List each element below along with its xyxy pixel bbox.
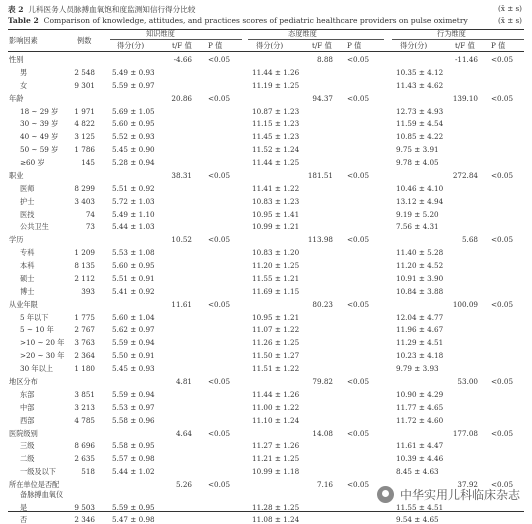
row-sub-label: 医技 [20, 209, 35, 219]
row-score: 5.60 ± 1.04 [112, 312, 155, 322]
row-stat-value: 20.86 [171, 93, 192, 103]
row-category-label: 性别 [9, 55, 24, 64]
row-score: 5.44 ± 1.02 [112, 467, 155, 477]
row-score: 5.57 ± 0.98 [112, 454, 155, 464]
header-p-1: P 值 [208, 41, 223, 50]
row-sub-label: 博士 [20, 286, 35, 296]
row-count: 3 213 [74, 402, 95, 412]
row-stat-value: 79.82 [312, 377, 333, 386]
row-stat-value: 4.81 [175, 377, 192, 386]
row-p-value: <0.05 [208, 93, 231, 103]
header-stat-1: t/F 值 [172, 41, 192, 50]
row-p-value: <0.05 [491, 299, 514, 309]
row-score: 9.75 ± 3.91 [396, 145, 439, 155]
row-stat-value: 10.52 [171, 235, 192, 245]
row-score: 5.45 ± 0.90 [112, 145, 155, 155]
row-stat-value: 181.51 [307, 170, 333, 180]
watermark [377, 486, 520, 503]
row-count: 2 635 [74, 454, 95, 464]
caption-cn [8, 4, 195, 15]
row-stat-value: 100.09 [452, 299, 478, 309]
row-sub-label: 是 [20, 502, 28, 512]
row-count: 8 299 [74, 183, 95, 193]
row-p-value: <0.05 [208, 55, 231, 64]
row-score: 11.45 ± 1.23 [252, 132, 300, 142]
row-score: 10.23 ± 4.18 [396, 351, 444, 361]
row-score: 10.95 ± 1.41 [252, 209, 300, 219]
row-p-value: <0.05 [208, 377, 231, 386]
row-count: 1 971 [74, 106, 95, 116]
row-stat-value: -11.46 [454, 55, 478, 64]
row-count: 3 125 [74, 132, 95, 142]
row-sub-label: 5 年以下 [20, 312, 49, 322]
row-score: 11.72 ± 4.60 [396, 415, 444, 425]
row-p-value: <0.05 [491, 55, 514, 64]
row-category-label: 所在单位是否配 [9, 480, 60, 490]
header-stat-2: t/F 值 [312, 41, 332, 50]
row-score: 10.99 ± 1.21 [252, 222, 300, 232]
row-category-label: 备脉搏血氧仪 [20, 490, 64, 500]
row-score: 10.95 ± 1.21 [252, 312, 300, 322]
row-score: 11.20 ± 4.52 [396, 261, 444, 271]
row-score: 10.84 ± 3.88 [396, 286, 444, 296]
table-title-en: Comparison of knowledge, attitudes, and practices scores of pediatric healthcare providers on pulse oximetry [43, 16, 468, 25]
row-p-value: <0.05 [208, 299, 231, 309]
row-count: 518 [81, 467, 95, 477]
row-score: 5.50 ± 0.91 [112, 351, 155, 361]
header-count: 例数 [77, 36, 92, 45]
row-count: 74 [85, 209, 95, 219]
row-stat-value: 14.08 [312, 428, 333, 438]
group-rule-knowledge [110, 39, 242, 40]
row-count: 2 767 [74, 325, 95, 335]
row-score: 10.39 ± 4.46 [396, 454, 444, 464]
row-score: 10.46 ± 4.10 [396, 183, 444, 193]
header-stat-3: t/F 值 [455, 41, 475, 50]
row-score: 10.85 ± 4.22 [396, 132, 444, 142]
row-p-value: <0.05 [491, 377, 514, 386]
header-p-2: P 值 [347, 41, 362, 50]
row-count: 9 301 [74, 80, 95, 90]
header-score-3: 得分(分) [400, 41, 428, 50]
row-score: 8.45 ± 4.63 [396, 467, 439, 477]
header-factor: 影响因素 [9, 36, 38, 45]
row-stat-value: 38.31 [171, 170, 192, 180]
row-p-value: <0.05 [491, 93, 514, 103]
row-score: 10.90 ± 4.29 [396, 389, 444, 399]
row-score: 11.40 ± 5.28 [396, 248, 444, 258]
row-score: 11.41 ± 1.22 [252, 183, 300, 193]
row-score: 5.60 ± 0.95 [112, 261, 155, 271]
row-stat-value: 272.84 [452, 170, 478, 180]
row-stat-value: 113.98 [307, 235, 333, 245]
row-score: 5.59 ± 0.94 [112, 338, 155, 348]
row-sub-label: 40 ~ 49 岁 [20, 132, 59, 142]
row-sub-label: 50 ~ 59 岁 [20, 145, 59, 155]
row-score: 5.58 ± 0.96 [112, 415, 155, 425]
row-score: 11.61 ± 4.47 [396, 441, 444, 451]
row-score: 9.79 ± 3.93 [396, 364, 439, 374]
row-category-label: 医院级别 [9, 428, 38, 438]
row-stat-value: 177.08 [452, 428, 478, 438]
table-title-cn: 儿科医务人员脉搏血氧饱和度监测知信行得分比较 [28, 5, 196, 14]
header-p-3: P 值 [491, 41, 506, 50]
row-score: 11.55 ± 1.21 [252, 273, 300, 283]
row-score: 5.62 ± 0.97 [112, 325, 155, 335]
row-count: 8 696 [74, 441, 95, 451]
row-p-value: <0.05 [347, 377, 370, 386]
row-count: 145 [81, 158, 95, 168]
row-sub-label: 西部 [20, 415, 35, 425]
row-p-value: <0.05 [347, 55, 370, 64]
row-score: 5.49 ± 1.10 [112, 209, 155, 219]
table-label-en: Table 2 [8, 16, 39, 25]
row-p-value: <0.05 [491, 428, 514, 438]
header-score-2: 得分(分) [256, 41, 284, 50]
row-score: 11.51 ± 1.22 [252, 364, 300, 374]
row-p-value: <0.05 [491, 235, 514, 245]
row-stat-value: 37.92 [457, 480, 478, 490]
row-score: 5.45 ± 0.93 [112, 364, 155, 374]
row-count: 1 775 [74, 312, 95, 322]
row-score: 5.44 ± 1.03 [112, 222, 155, 232]
row-sub-label: 男 [20, 67, 28, 77]
row-score: 11.19 ± 1.25 [252, 80, 300, 90]
row-count: 2 364 [74, 351, 95, 361]
row-score: 10.83 ± 1.20 [252, 248, 300, 258]
row-score: 10.35 ± 4.12 [396, 67, 444, 77]
row-score: 5.72 ± 1.03 [112, 196, 155, 206]
row-count: 3 763 [74, 338, 95, 348]
row-sub-label: 硕士 [20, 273, 35, 283]
row-count: 8 135 [74, 261, 95, 271]
row-p-value: <0.05 [208, 428, 231, 438]
row-score: 11.52 ± 1.24 [252, 145, 300, 155]
row-score: 5.41 ± 0.92 [112, 286, 155, 296]
row-sub-label: 专科 [20, 248, 35, 258]
row-score: 10.99 ± 1.18 [252, 467, 300, 477]
header-practice: 行为维度 [437, 29, 466, 38]
row-score: 5.59 ± 0.97 [112, 80, 155, 90]
row-sub-label: 公共卫生 [20, 222, 49, 232]
row-score: 11.21 ± 1.25 [252, 454, 300, 464]
row-sub-label: 护士 [20, 196, 35, 206]
row-score: 10.83 ± 1.23 [252, 196, 300, 206]
row-sub-label: 否 [20, 515, 28, 524]
row-score: 11.44 ± 1.26 [252, 67, 300, 77]
row-score: 10.87 ± 1.23 [252, 106, 300, 116]
row-score: 11.55 ± 4.51 [396, 502, 444, 512]
row-p-value: <0.05 [208, 170, 231, 180]
header-score-1: 得分(分) [117, 41, 145, 50]
row-score: 5.59 ± 0.94 [112, 389, 155, 399]
row-score: 11.43 ± 4.62 [396, 80, 444, 90]
row-p-value: <0.05 [347, 480, 370, 490]
row-score: 11.27 ± 1.26 [252, 441, 300, 451]
caption-en [8, 16, 468, 25]
row-sub-label: 医师 [20, 183, 35, 193]
row-category-label: 职业 [9, 170, 24, 180]
row-count: 73 [85, 222, 95, 232]
unit-symbol-en: (x̄ ± s) [498, 16, 522, 25]
row-score: 11.28 ± 1.25 [252, 502, 300, 512]
row-score: 11.00 ± 1.22 [252, 402, 300, 412]
row-stat-value: 139.10 [452, 93, 478, 103]
row-score: 10.91 ± 3.90 [396, 273, 444, 283]
row-score: 11.29 ± 4.51 [396, 338, 444, 348]
header-attitude: 态度维度 [288, 29, 317, 38]
row-stat-value: 7.16 [316, 480, 333, 490]
row-score: 11.08 ± 1.24 [252, 515, 300, 524]
row-score: 5.49 ± 0.93 [112, 67, 155, 77]
row-sub-label: 中部 [20, 402, 35, 412]
row-sub-label: 30 年以上 [20, 364, 53, 374]
row-count: 9 503 [74, 502, 95, 512]
row-score: 11.44 ± 1.25 [252, 158, 300, 168]
row-stat-value: 80.23 [312, 299, 333, 309]
table-bottom-rule [8, 511, 524, 512]
row-p-value: <0.05 [208, 235, 231, 245]
row-score: 5.69 ± 1.05 [112, 106, 155, 116]
row-sub-label: 一级及以下 [20, 467, 56, 477]
row-count: 3 851 [74, 389, 95, 399]
row-score: 5.60 ± 0.95 [112, 119, 155, 129]
row-score: 5.28 ± 0.94 [112, 158, 155, 168]
row-score: 11.77 ± 4.65 [396, 402, 444, 412]
row-score: 5.51 ± 0.92 [112, 183, 155, 193]
row-p-value: <0.05 [347, 235, 370, 245]
group-rule-attitude [248, 39, 384, 40]
row-count: 1 180 [74, 364, 95, 374]
row-category-label: 学历 [9, 235, 24, 245]
row-sub-label: 女 [20, 80, 28, 90]
row-score: 9.19 ± 5.20 [396, 209, 439, 219]
row-sub-label: >20 ~ 30 年 [20, 351, 65, 361]
row-score: 11.50 ± 1.27 [252, 351, 300, 361]
row-score: 9.78 ± 4.05 [396, 158, 439, 168]
header-knowledge: 知识维度 [146, 29, 175, 38]
row-score: 11.69 ± 1.15 [252, 286, 300, 296]
row-score: 5.53 ± 1.08 [112, 248, 155, 258]
row-p-value: <0.05 [491, 480, 514, 490]
row-p-value: <0.05 [491, 170, 514, 180]
row-score: 11.59 ± 4.54 [396, 119, 444, 129]
row-score: 13.12 ± 4.94 [396, 196, 444, 206]
row-count: 1 786 [74, 145, 95, 155]
row-count: 4 822 [74, 119, 95, 129]
row-p-value: <0.05 [347, 299, 370, 309]
row-stat-value: 5.26 [175, 480, 192, 490]
row-score: 11.15 ± 1.23 [252, 119, 300, 129]
unit-symbol: (x̄ ± s) [498, 4, 522, 13]
table-label-cn: 表 2 [8, 5, 24, 14]
row-stat-value: 4.64 [175, 428, 192, 438]
row-p-value: <0.05 [347, 170, 370, 180]
row-count: 2 548 [74, 67, 95, 77]
row-p-value: <0.05 [208, 480, 231, 490]
row-score: 5.59 ± 0.95 [112, 502, 155, 512]
row-category-label: 从业年限 [9, 299, 38, 309]
row-count: 2 112 [74, 273, 95, 283]
row-score: 5.52 ± 0.93 [112, 132, 155, 142]
row-stat-value: -4.66 [173, 55, 192, 64]
watermark-text: 中华实用儿科临床杂志 [399, 488, 520, 502]
row-score: 9.54 ± 4.65 [396, 515, 439, 524]
row-stat-value: 11.61 [171, 299, 192, 309]
row-score: 12.73 ± 4.93 [396, 106, 444, 116]
row-score: 12.04 ± 4.77 [396, 312, 444, 322]
row-category-label: 地区分布 [9, 377, 38, 386]
row-score: 11.26 ± 1.25 [252, 338, 300, 348]
row-score: 11.96 ± 4.67 [396, 325, 444, 335]
row-p-value: <0.05 [347, 93, 370, 103]
row-count: 4 785 [74, 415, 95, 425]
row-stat-value: 94.37 [312, 93, 333, 103]
row-count: 3 403 [74, 196, 95, 206]
row-score: 5.53 ± 0.97 [112, 402, 155, 412]
row-score: 11.44 ± 1.26 [252, 389, 300, 399]
row-sub-label: 东部 [20, 389, 35, 399]
row-sub-label: ≥60 岁 [20, 158, 45, 168]
row-sub-label: 二级 [20, 454, 35, 464]
row-stat-value: 53.00 [457, 377, 478, 386]
row-sub-label: 本科 [20, 261, 35, 271]
wechat-icon [377, 486, 394, 503]
header-bottom-rule [8, 51, 524, 52]
row-stat-value: 8.88 [316, 55, 333, 64]
row-score: 11.20 ± 1.25 [252, 261, 300, 271]
row-stat-value: 5.68 [461, 235, 478, 245]
row-p-value: <0.05 [347, 428, 370, 438]
row-count: 393 [81, 286, 95, 296]
row-score: 11.10 ± 1.24 [252, 415, 300, 425]
row-sub-label: 三级 [20, 441, 35, 451]
row-score: 11.07 ± 1.22 [252, 325, 300, 335]
row-score: 7.56 ± 4.31 [396, 222, 439, 232]
row-count: 1 209 [74, 248, 95, 258]
row-count: 2 346 [74, 515, 95, 524]
row-sub-label: 18 ~ 29 岁 [20, 106, 59, 116]
row-sub-label: 30 ~ 39 岁 [20, 119, 59, 129]
row-score: 5.58 ± 0.95 [112, 441, 155, 451]
row-score: 5.51 ± 0.91 [112, 273, 155, 283]
group-rule-practice [392, 39, 524, 40]
row-sub-label: >10 ~ 20 年 [20, 338, 65, 348]
row-score: 5.47 ± 0.98 [112, 515, 155, 524]
row-category-label: 年龄 [9, 93, 24, 103]
row-sub-label: 5 ~ 10 年 [20, 325, 54, 335]
